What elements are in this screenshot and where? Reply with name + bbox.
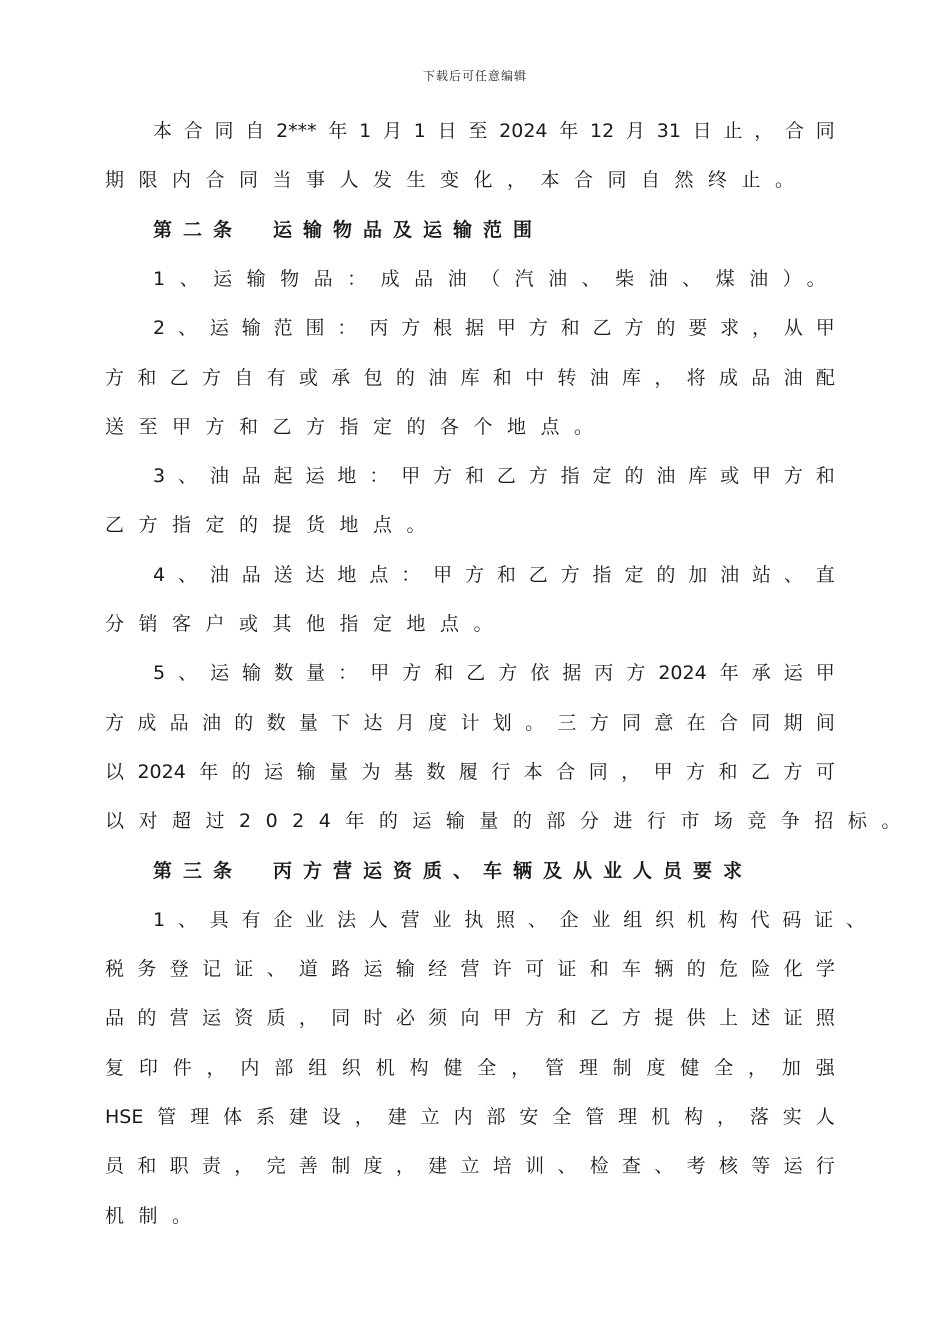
paragraph-line: 税 务 登 记 证 、 道 路 运 输 经 营 许 可 证 和 车 辆 的 危 险 化 学 bbox=[105, 958, 835, 980]
paragraph-line: 期限内合同当事人发生变化，本合同自然终止。 bbox=[105, 169, 809, 191]
paragraph-line: 以对超过2024年的运输量的部分进行市场竞争招标。 bbox=[105, 810, 915, 832]
paragraph-line: 品 的 营 运 资 质 ， 同 时 必 须 向 甲 方 和 乙 方 提 供 上 述 证 照 bbox=[105, 1007, 835, 1029]
paragraph-line: 以 2024 年 的 运 输 量 为 基 数 履 行 本 合 同 ， 甲 方 和 乙 方 可 bbox=[105, 761, 835, 783]
paragraph-line: 本 合 同 自 2*** 年 1 月 1 日 至 2024 年 12 月 31 日 止 ， 合 同 bbox=[153, 120, 835, 142]
paragraph-line: 2 、 运 输 范 围 ： 丙 方 根 据 甲 方 和 乙 方 的 要 求 ， 从 甲 bbox=[153, 317, 835, 339]
paragraph-line: HSE 管 理 体 系 建 设 ， 建 立 内 部 安 全 管 理 机 构 ， 落 实 人 bbox=[105, 1106, 835, 1128]
paragraph-line: 员 和 职 责 ， 完 善 制 度 ， 建 立 培 训 、 检 查 、 考 核 等 运 行 bbox=[105, 1155, 835, 1177]
paragraph-line: 4 、 油 品 送 达 地 点 ： 甲 方 和 乙 方 指 定 的 加 油 站 、 直 bbox=[153, 564, 835, 586]
paragraph-line: 方 成 品 油 的 数 量 下 达 月 度 计 划 。 三 方 同 意 在 合 同 期 间 bbox=[105, 712, 835, 734]
paragraph-line: 5 、 运 输 数 量 ： 甲 方 和 乙 方 依 据 丙 方 2024 年 承 运 甲 bbox=[153, 662, 835, 684]
paragraph-line: 复 印 件 ， 内 部 组 织 机 构 健 全 ， 管 理 制 度 健 全 ， 加 强 bbox=[105, 1057, 835, 1079]
paragraph-line: 乙方指定的提货地点。 bbox=[105, 514, 441, 536]
paragraph-line: 送至甲方和乙方指定的各个地点。 bbox=[105, 416, 608, 438]
paragraph-line: 3 、 油 品 起 运 地 ： 甲 方 和 乙 方 指 定 的 油 库 或 甲 方 和 bbox=[153, 465, 835, 487]
section-heading: 第三条 丙方营运资质、车辆及从业人员要求 bbox=[153, 860, 754, 882]
paragraph-line: 1 、 具 有 企 业 法 人 营 业 执 照 、 企 业 组 织 机 构 代 码 证 、 bbox=[153, 909, 865, 931]
paragraph-line: 机制。 bbox=[105, 1205, 206, 1227]
paragraph-line: 方 和 乙 方 自 有 或 承 包 的 油 库 和 中 转 油 库 ， 将 成 品 油 配 bbox=[105, 367, 835, 389]
section-heading: 第二条 运输物品及运输范围 bbox=[153, 219, 544, 241]
page-header: 下载后可任意编辑 bbox=[422, 69, 527, 83]
paragraph-line: 分销客户或其他指定地点。 bbox=[105, 613, 508, 635]
paragraph-line: 1、运输物品：成品油（汽油、柴油、煤油）。 bbox=[153, 268, 841, 290]
